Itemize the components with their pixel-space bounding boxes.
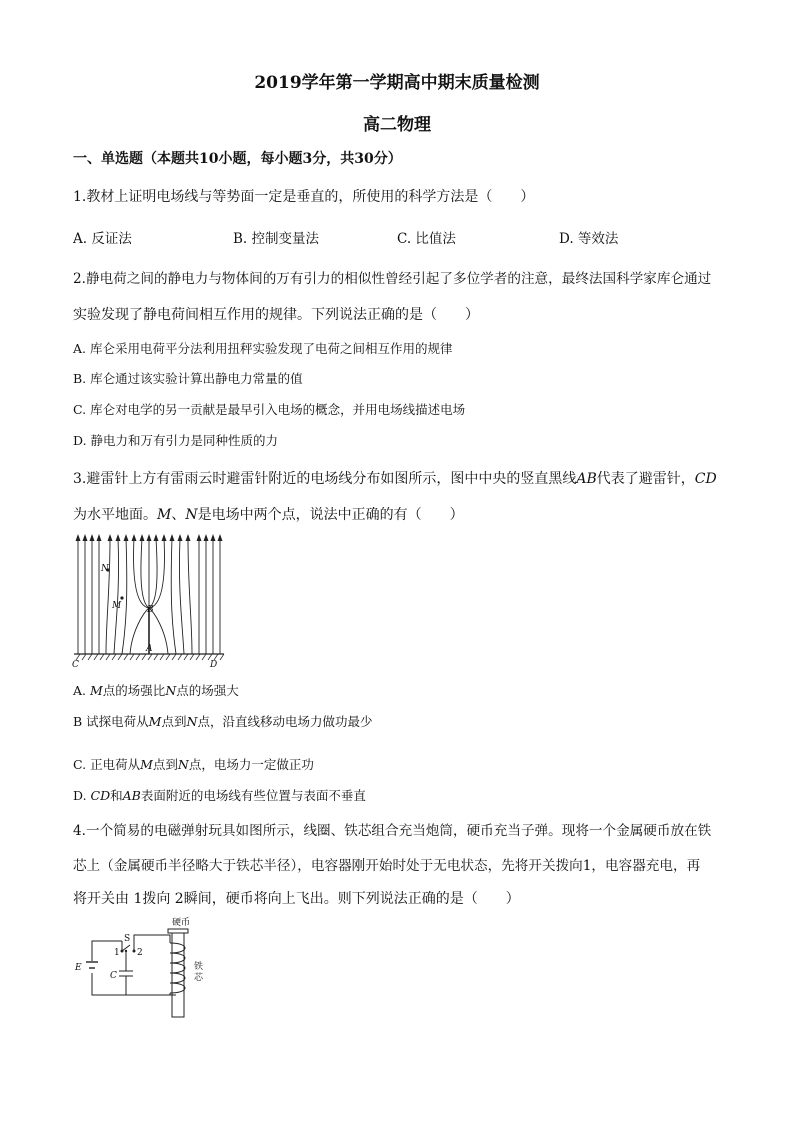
label-a: A bbox=[146, 644, 153, 654]
q2-option-b: B. 库仑通过该实验计算出静电力常量的值 bbox=[73, 371, 303, 386]
q3-opt-text: 表面附近的电场线有些位置与表面不垂直 bbox=[140, 788, 366, 803]
q3-opt-text: 点的场强大 bbox=[176, 683, 239, 698]
subject-title: 高二物理 bbox=[363, 115, 431, 135]
q3-opt-text: 点到 bbox=[152, 757, 178, 772]
q3-opt-var: AB bbox=[122, 788, 141, 803]
label-c: C bbox=[72, 660, 79, 670]
q2-option-a: A. 库仑采用电荷平分法利用扭秤实验发现了电荷之间相互作用的规律 bbox=[73, 341, 453, 356]
q3-option-a bbox=[73, 682, 239, 700]
label-e: E bbox=[75, 963, 82, 973]
q3-opt-text: 点，沿直线移动电场力做功最少 bbox=[197, 714, 373, 729]
q3-opt-text: A. bbox=[73, 683, 90, 698]
q3-opt-var: N bbox=[186, 714, 198, 729]
q3-opt-var: CD bbox=[90, 788, 111, 803]
q3-opt-var: N bbox=[165, 683, 177, 698]
q1-option-d: D. 等效法 bbox=[559, 231, 619, 247]
q2-stem-line1: 2.静电荷之间的静电力与物体间的万有引力的相似性曾经引起了多位学者的注意，最终法国科学家库仑通过 bbox=[73, 271, 712, 287]
q1-stem: 1.教材上证明电场线与等势面一定是垂直的，所使用的科学方法是（ ） bbox=[73, 189, 535, 205]
q1-option-a: A. 反证法 bbox=[73, 231, 132, 247]
q3-option-d bbox=[73, 787, 366, 805]
q4-stem-line2: 芯上（金属硬币半径略大于铁芯半径），电容器刚开始时处于无电状态，先将开关拨向1，电容器充电，再 bbox=[73, 858, 701, 874]
lightning-rod-figure bbox=[70, 530, 230, 672]
label-b: B bbox=[147, 605, 154, 615]
section-heading: 一、单选题（本题共10小题，每小题3分，共30分） bbox=[73, 151, 402, 167]
q4-stem-line1: 4.一个简易的电磁弹射玩具如图所示，线圈、铁芯组合充当炮筒，硬币充当子弹。现将一个金属硬币放在铁 bbox=[73, 823, 712, 839]
q3-opt-var: N bbox=[177, 757, 189, 772]
q3-var-cd: CD bbox=[694, 471, 717, 487]
q3-text: 代表了避雷针， bbox=[596, 471, 695, 487]
exam-title: 2019学年第一学期高中期末质量检测 bbox=[254, 73, 540, 93]
q3-text: 、 bbox=[171, 507, 186, 523]
q2-option-c: C. 库仑对电学的另一贡献是最早引入电场的概念，并用电场线描述电场 bbox=[73, 402, 466, 417]
q3-opt-var: M bbox=[148, 714, 162, 729]
q3-text: 是电场中两个点，说法中正确的有（ ） bbox=[197, 507, 464, 523]
q3-opt-text: D. bbox=[73, 788, 91, 803]
label-s: S bbox=[124, 934, 131, 944]
q3-text: 为水平地面。 bbox=[73, 507, 157, 523]
label-c: C bbox=[110, 971, 117, 981]
label-1: 1 bbox=[114, 948, 120, 958]
q3-option-b bbox=[73, 713, 372, 731]
q3-opt-var: M bbox=[89, 683, 103, 698]
q3-stem-line1 bbox=[73, 470, 717, 488]
q3-var-n: N bbox=[185, 507, 198, 523]
q3-opt-text: 点到 bbox=[161, 714, 187, 729]
q1-option-c: C. 比值法 bbox=[397, 231, 456, 247]
q3-opt-text: B 试探电荷从 bbox=[73, 714, 149, 729]
q3-opt-text: C. 正电荷从 bbox=[73, 757, 141, 772]
label-d: D bbox=[210, 660, 218, 670]
coin-launcher-figure bbox=[72, 915, 222, 1019]
label-m: M bbox=[112, 601, 122, 611]
q3-opt-text: 点的场强比 bbox=[102, 683, 166, 698]
q3-stem-line2 bbox=[73, 506, 464, 524]
label-core-1: 铁 bbox=[194, 962, 204, 972]
q3-var-ab: AB bbox=[576, 471, 597, 487]
q4-stem-line3: 将开关由 1拨向 2瞬间，硬币将向上飞出。则下列说法正确的是（ ） bbox=[73, 891, 520, 907]
q3-option-c bbox=[73, 756, 314, 774]
label-coin: 硬币 bbox=[172, 918, 191, 928]
q2-stem-line2: 实验发现了静电荷间相互作用的规律。下列说法正确的是（ ） bbox=[73, 307, 479, 323]
label-2: 2 bbox=[137, 948, 143, 958]
label-n: N bbox=[101, 564, 109, 574]
q1-option-b: B. 控制变量法 bbox=[233, 231, 320, 247]
q3-opt-text: 和 bbox=[110, 788, 123, 803]
q2-option-d: D. 静电力和万有引力是同种性质的力 bbox=[73, 433, 279, 448]
q3-var-m: M bbox=[157, 507, 172, 523]
label-core-2: 芯 bbox=[194, 973, 204, 983]
q3-opt-var: M bbox=[140, 757, 153, 772]
q3-opt-text: 点，电场力一定做正功 bbox=[188, 757, 314, 772]
q3-text: 3.避雷针上方有雷雨云时避雷针附近的电场线分布如图所示，图中中央的竖直黑线 bbox=[73, 471, 577, 487]
